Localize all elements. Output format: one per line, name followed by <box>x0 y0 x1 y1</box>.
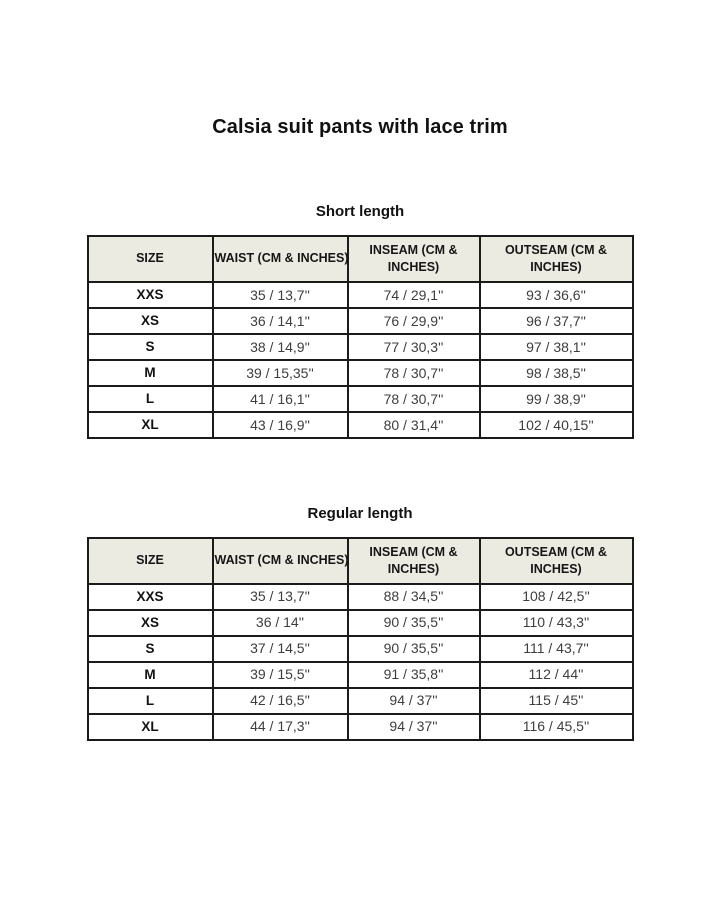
size-cell: XS <box>88 610 213 636</box>
short-length-heading: Short length <box>315 203 405 220</box>
measurement-cell: 38 / 14,9'' <box>213 334 348 360</box>
table-row <box>88 714 633 740</box>
column-header-size: SIZE <box>88 538 213 584</box>
size-cell: M <box>88 360 213 386</box>
size-cell: XS <box>88 308 213 334</box>
measurement-cell: 90 / 35,5'' <box>348 610 480 636</box>
measurement-cell: 96 / 37,7'' <box>480 308 633 334</box>
table-row <box>88 334 633 360</box>
table-body <box>88 282 633 438</box>
measurement-cell: 115 / 45'' <box>480 688 633 714</box>
column-header-inseam: INSEAM (CM & INCHES) <box>348 538 480 584</box>
table-row <box>88 636 633 662</box>
table-row <box>88 360 633 386</box>
size-cell: M <box>88 662 213 688</box>
table-header <box>88 538 633 584</box>
measurement-cell: 35 / 13,7'' <box>213 584 348 610</box>
table-row <box>88 688 633 714</box>
regular-length-table <box>87 537 634 741</box>
measurement-cell: 110 / 43,3'' <box>480 610 633 636</box>
size-cell: S <box>88 334 213 360</box>
page-title: Calsia suit pants with lace trim <box>212 116 508 138</box>
measurement-cell: 91 / 35,8'' <box>348 662 480 688</box>
table-row <box>88 412 633 438</box>
measurement-cell: 78 / 30,7'' <box>348 360 480 386</box>
measurement-cell: 36 / 14,1'' <box>213 308 348 334</box>
column-header-waist: WAIST (CM & INCHES) <box>213 538 348 584</box>
measurement-cell: 102 / 40,15'' <box>480 412 633 438</box>
measurement-cell: 94 / 37'' <box>348 688 480 714</box>
measurement-cell: 98 / 38,5'' <box>480 360 633 386</box>
measurement-cell: 39 / 15,35'' <box>213 360 348 386</box>
measurement-cell: 97 / 38,1'' <box>480 334 633 360</box>
table-row <box>88 584 633 610</box>
measurement-cell: 112 / 44'' <box>480 662 633 688</box>
measurement-cell: 76 / 29,9'' <box>348 308 480 334</box>
short-length-table <box>87 235 634 439</box>
measurement-cell: 93 / 36,6'' <box>480 282 633 308</box>
measurement-cell: 116 / 45,5'' <box>480 714 633 740</box>
size-cell: XL <box>88 412 213 438</box>
measurement-cell: 78 / 30,7'' <box>348 386 480 412</box>
column-header-outseam: OUTSEAM (CM & INCHES) <box>480 538 633 584</box>
measurement-cell: 36 / 14'' <box>213 610 348 636</box>
measurement-cell: 111 / 43,7'' <box>480 636 633 662</box>
column-header-size: SIZE <box>88 236 213 282</box>
measurement-cell: 94 / 37'' <box>348 714 480 740</box>
column-header-waist: WAIST (CM & INCHES) <box>213 236 348 282</box>
measurement-cell: 44 / 17,3'' <box>213 714 348 740</box>
table-row <box>88 610 633 636</box>
measurement-cell: 41 / 16,1'' <box>213 386 348 412</box>
table-row <box>88 662 633 688</box>
regular-length-heading: Regular length <box>307 504 413 522</box>
regular-length-section <box>0 505 720 741</box>
size-cell: L <box>88 688 213 714</box>
size-cell: XXS <box>88 584 213 610</box>
header-row <box>88 236 633 282</box>
measurement-cell: 90 / 35,5'' <box>348 636 480 662</box>
header-row <box>88 538 633 584</box>
measurement-cell: 35 / 13,7'' <box>213 282 348 308</box>
measurement-cell: 108 / 42,5'' <box>480 584 633 610</box>
size-cell: L <box>88 386 213 412</box>
table-row <box>88 386 633 412</box>
table-body <box>88 584 633 740</box>
measurement-cell: 43 / 16,9'' <box>213 412 348 438</box>
measurement-cell: 39 / 15,5'' <box>213 662 348 688</box>
measurement-cell: 74 / 29,1'' <box>348 282 480 308</box>
size-cell: S <box>88 636 213 662</box>
table-header <box>88 236 633 282</box>
measurement-cell: 77 / 30,3'' <box>348 334 480 360</box>
measurement-cell: 88 / 34,5'' <box>348 584 480 610</box>
measurement-cell: 99 / 38,9'' <box>480 386 633 412</box>
column-header-inseam: INSEAM (CM & INCHES) <box>348 236 480 282</box>
measurement-cell: 42 / 16,5'' <box>213 688 348 714</box>
size-cell: XXS <box>88 282 213 308</box>
column-header-outseam: OUTSEAM (CM & INCHES) <box>480 236 633 282</box>
measurement-cell: 37 / 14,5'' <box>213 636 348 662</box>
measurement-cell: 80 / 31,4'' <box>348 412 480 438</box>
table-row <box>88 308 633 334</box>
table-row <box>88 282 633 308</box>
size-cell: XL <box>88 714 213 740</box>
short-length-section <box>0 203 720 439</box>
